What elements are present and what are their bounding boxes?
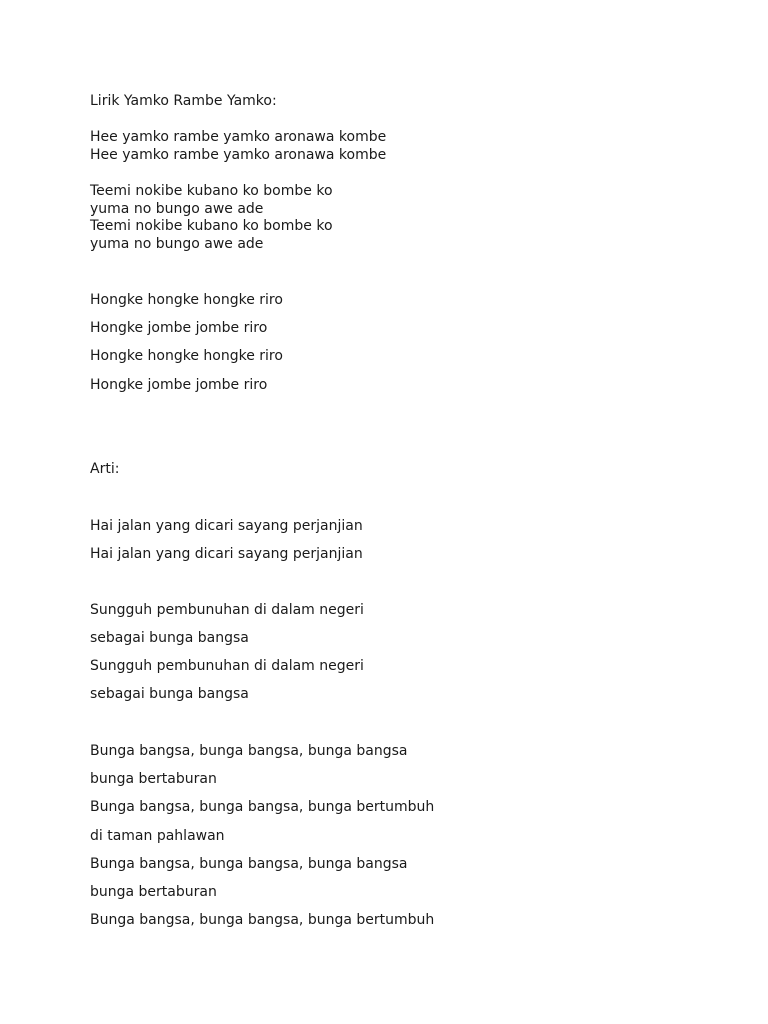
meaning-line: bunga bertaburan: [90, 884, 217, 900]
lyric-line: Hongke hongke hongke riro: [90, 292, 283, 308]
meaning-line: bunga bertaburan: [90, 771, 217, 787]
meaning-line: Sungguh pembunuhan di dalam negeri: [90, 658, 364, 674]
lyric-line: Hongke jombe jombe riro: [90, 377, 268, 393]
meaning-line: Bunga bangsa, bunga bangsa, bunga bertumbuh: [90, 912, 435, 928]
lyric-line: Hee yamko rambe yamko aronawa kombe: [90, 129, 387, 145]
meaning-line: Sungguh pembunuhan di dalam negeri: [90, 602, 364, 618]
lyric-line: Hee yamko rambe yamko aronawa kombe: [90, 147, 387, 163]
lyric-line: Hongke hongke hongke riro: [90, 348, 283, 364]
meaning-heading: Arti:: [90, 461, 120, 477]
meaning-line: di taman pahlawan: [90, 828, 225, 844]
lyric-line: Teemi nokibe kubano ko bombe ko: [90, 218, 333, 234]
lyric-line: Teemi nokibe kubano ko bombe ko: [90, 183, 333, 199]
meaning-line: Bunga bangsa, bunga bangsa, bunga bangsa: [90, 856, 408, 872]
meaning-line: sebagai bunga bangsa: [90, 686, 249, 702]
lyric-line: Hongke jombe jombe riro: [90, 320, 268, 336]
lyric-line: yuma no bungo awe ade: [90, 236, 264, 252]
meaning-line: Hai jalan yang dicari sayang perjanjian: [90, 546, 363, 562]
meaning-line: sebagai bunga bangsa: [90, 630, 249, 646]
meaning-line: Bunga bangsa, bunga bangsa, bunga bangsa: [90, 743, 408, 759]
meaning-line: Bunga bangsa, bunga bangsa, bunga bertumbuh: [90, 799, 435, 815]
lyric-line: yuma no bungo awe ade: [90, 201, 264, 217]
lyrics-title: Lirik Yamko Rambe Yamko:: [90, 93, 277, 109]
meaning-line: Hai jalan yang dicari sayang perjanjian: [90, 518, 363, 534]
